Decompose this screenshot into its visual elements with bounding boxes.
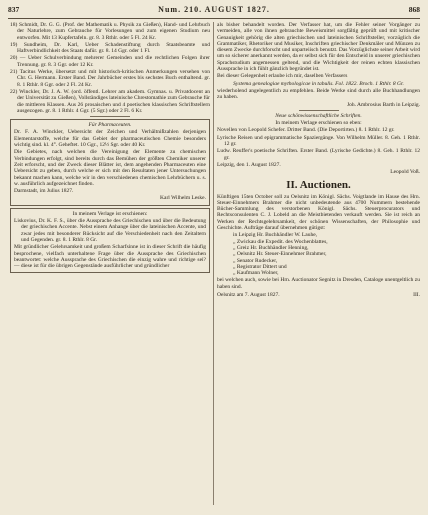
entry-20: 20) — Ueber Schulverbindung mehrerer Gemeinden und die rechtlichen Folgen ihrer Trennung. gr. 8. 3 Ggr. oder 12 Kr. <box>10 55 210 68</box>
liskovius-entry: Liskovius, Dr. K. F. S., über die Aussprache des Griechischen und über die Bedeutung der griechischen Accente. Nebst einem Anhange über die lateinischen Accente, und zwar jedes mit besonderer Rücksicht auf die Verschiedenheit nach den Zeitaltern und Gegenden. gr. 8. 1 Rthlr. 8 Gr. <box>14 218 206 243</box>
continued-text: als bisher behandelt worden. Der Verfasser hat, um die Fehler seiner Vorgänger zu vermeiden, alle von ihnen gebrauchte Beweismittel sorgfältig geprüft und mit kritischer Genauigkeit gehörig die alten griechischen und lateinischen Schriftsteller, vorzüglich die Grammatiker, Rhetoriker und Musiker, Inschriften griechischer Denkmäler und Münzen zu diesem Zwecke durchforscht und unparteiisch benutzt. Das Vorzüglichste seiner Arbeit wird um so sicherer anerkannt werden, da er selbst sich für den Entscheid in unserer griechischen Sprachstudium angemessen geltend, und die Wichtigkeit der reinen echten klassischen Aussprache in ich fühlt gänzlich begründet ist. <box>217 22 420 73</box>
also-text: Bei dieser Gelegenheit erlaube ich mir, daselben Verfassers <box>217 73 348 80</box>
list-item: „ Senator Rudecker, <box>233 257 278 264</box>
header-rule <box>8 18 420 19</box>
separator <box>299 110 339 111</box>
entry-22: 22) Winckler, Dr. J. A. W. (ord. öffentl. Lehrer am akadem. Gymnas. u. Privatdocent an der Universität zu Gießen), Vollständiges lateinische Chrestomathie zum Gebrauche für die mittleren Klassen. Aus 26 prosaischen und 4 poetischen klassischen Schriftstellern ausgezogen. gr. 8. 1 Rthlr. 4 Ggr. (5 Sgr.) oder 2 Fl. 6 Kr. <box>10 88 210 114</box>
catalog-text: bei welchen auch, sowie bei Hrn. Auctionator Segnitz in Dresden, Cataloge unentgeltlich zu haben sind. <box>217 277 420 290</box>
issue-title: Num. 210. AUGUST 1827. <box>158 5 270 14</box>
neue-title: Neue schönwissenschaftliche Schriften. <box>275 112 362 119</box>
entry-21: 21) Tacitus Werke, übersetzt und mit historisch-kritischen Anmerkungen versehen von Chr. G. Hermann. Erster Band. Der Jahrbücher erstes bis sechstes Buch enthaltend. gr. 8. 1 Rthlr. 8 Ggr. oder 2 Fl. 24 Kr. <box>10 69 210 88</box>
list-item: „ Registrator Dittert und <box>233 263 287 270</box>
verlag-line: In meinem Verlage ist erschienen: <box>72 210 148 217</box>
page-number-right: 868 <box>408 5 420 14</box>
left-column <box>10 22 210 275</box>
pharma-title: Für Pharmaceuten. <box>88 122 132 129</box>
liskovius-notice <box>10 208 210 274</box>
pharma-text: Die Gebietes, nach welchen die Vereinigung der Elemente zu chemischen Verbindungen erfolgt, sind bereits durch das Bemühen der größten Chemiker unserer Zeit erforscht, und der Zweck dieser Blätter ist, dem angehenden Pharmaceuten eine Uebersicht zu geben, durch welche er sich mit den Resultaten jener Untersuchungen bekannt machen kann, welche wir in den verschiedenen chemischen Lehrbüchern u. s. w. ausführlich aufgezeichnet finden. <box>14 149 206 187</box>
pharma-entry: Dr. F. A. Winckler, Uebersicht der Zeichen und Verhältnißzahlen derjenigen Elementarstoffe, welche für das Gebiet der pharmaceutischen Chemie besonders wichtig sind. kl. 4°. Geheftet. 10 Ggr., 12½ Sgr. oder 40 Kr. <box>14 129 206 149</box>
liskovius-text: Mit gründlicher Gelehrsamkeit und großem Scharfsinne ist in dieser Schrift die häufig besprochene, vielfach unterhaltene Frage über die Aussprache des Griechischen beantwortet: welche Aussprache des Griechischen die einzig wahre und richtige sei? — diese ist für die übrigen Gegenstände ausführlicher und gründlicher <box>14 244 206 270</box>
list-item: „ Oelsnitz Hr. Steuer-Einnehmer Brahmer, <box>233 251 327 258</box>
systema-title: Systema genealogiae mythologicae in tabulis. Fol. 1822. Broch. 1 Rthlr. 8 Gr. <box>233 80 404 87</box>
neue-subtitle: In meinem Verlage erschienen so eben: <box>275 120 362 127</box>
separator <box>90 116 130 117</box>
pharma-place: Darmstadt, im Julius 1827. <box>14 188 74 195</box>
column-divider <box>213 22 214 505</box>
auction-footer <box>217 292 420 300</box>
barth-signature: Joh. Ambrosius Barth in Leipzig. <box>346 101 420 108</box>
list-item: in Leipzig Hr. Buchhändler W. Lauhe, <box>233 232 318 239</box>
page-number-left: 837 <box>8 5 20 14</box>
right-column <box>217 22 420 300</box>
closing-place: Oelsnitz am 7. August 1827. <box>217 291 280 298</box>
reuffer-entry: Ludw. Reuffer's poetische Schriften. Erster Band. (Lyrische Gedichte.) 8. Geh. 1 Rthlr. 12 gr. <box>217 148 420 161</box>
page-header <box>8 7 420 18</box>
novellen-entry: Novellen von Leopold Schefer. Dritter Band. (Die Deportirten.) 8. 1 Rthlr. 12 gr. <box>217 127 395 134</box>
voss-signature: Leopold Voß. <box>390 169 420 176</box>
auction-text: Künftigen 15ten October soll zu Oelsnitz im Königl. Sächs. Voigtlande im Hause des Hrn. Steuer-Einnehmers Brahmer die nicht unbedeutende aus 4700 Nummern bestehende Bücher-Sammlung des verstorbenen Königl. Sächs. Steuerprocurators und Rechtsconsulenten C. J. Lobeld an die Meistbietenden verkauft werden. Sie ist reich an Werken der Rechtsgelehrsamkeit, der schönen Wissenschaften, der Philosophie und Geschichte. Aufträge darauf übernehmen gütigst: <box>217 193 420 232</box>
agent-list <box>233 232 420 276</box>
list-item: „ Zwickau die Expedit. des Wochenblattes, <box>233 238 328 245</box>
entry-18: 18) Schmidt, Dr. G. G. (Prof. der Mathematik u. Physik zu Gießen), Hand- und Lehrbuch der Naturlehre, zum Gebrauche für Vorlesungen und zum eigenen Studium neu entworfen. Mit 13 Kupfertafeln. gr. 8. 3 Rthlr. oder 5 Fl. 24 Kr. <box>10 22 210 41</box>
list-item: „ Kaufmann Wolner, <box>233 270 279 277</box>
auctions-heading: II. Auctionen. <box>286 178 351 191</box>
pharma-publisher: Karl Wilhelm Leske. <box>160 195 206 202</box>
lyrische-entry: Lyrische Reisen und epigrammatische Spaziergänge. Von Wilhelm Müller. 8. Geh. 1 Rthlr. 12 gr. <box>217 134 420 148</box>
list-item: „ Greiz Hr. Buchhändler Henning, <box>233 244 309 251</box>
section-marker: III. <box>413 291 420 298</box>
recommend-text: wiederholend angelegentlich zu empfehlen. Beide Werke sind durch alle Buchhandlungen zu haben. <box>217 87 420 101</box>
pharma-notice <box>10 119 210 206</box>
leipzig-date: Leipzig, den 1. August 1827. <box>217 161 281 168</box>
entry-19: 19) Sundheim, Dr. Karl, Ueber Schadenstiftung durch Staatsbeamte und Haftverbindlichkeit des Staats dafür. gr. 8. 14 Ggr. oder 1 Fl. <box>10 41 210 55</box>
